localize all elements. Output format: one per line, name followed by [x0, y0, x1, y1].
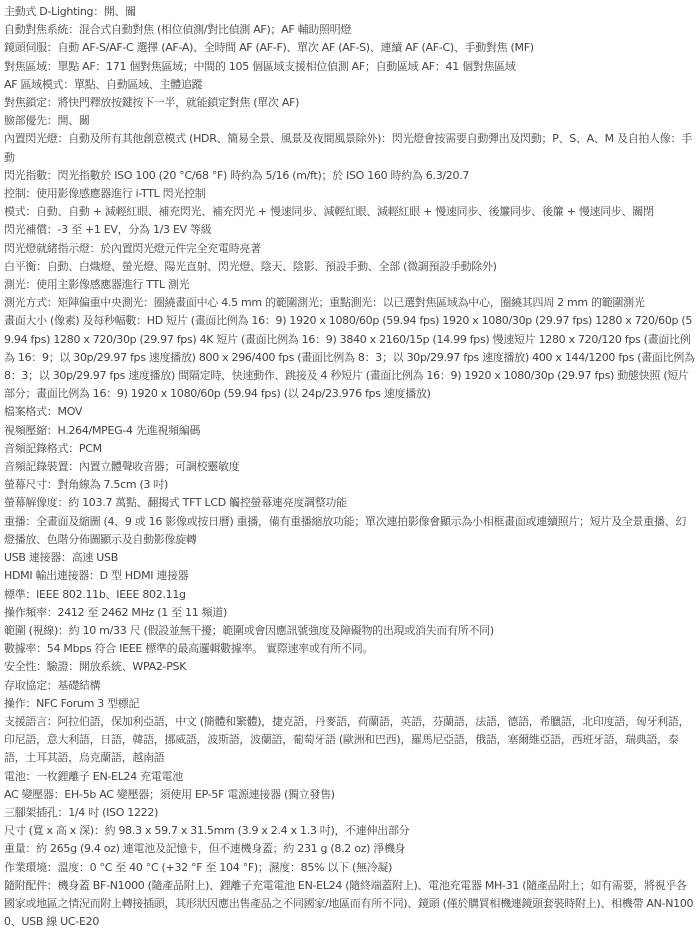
- spec-line: 音頻記錄格式：PCM: [4, 441, 102, 455]
- spec-line: 測光：使用主影像感應器進行 TTL 測光: [4, 278, 190, 292]
- spec-line: 數據率：54 Mbps 符合 IEEE 標準的最高邏輯數據率。 實際速率或有所不同。: [4, 642, 374, 656]
- spec-line: 支援語言：阿拉伯語，保加利亞語，中文 (簡體和繁體)，捷克語，丹麥語，荷蘭語，英語，芬蘭語，法語，德語，希臘語，北印度語，匈牙利語，印尼語，意大利語，日語，韓語，挪威語，波斯語，波蘭語，葡萄牙語 (歐洲和巴西)，羅馬尼亞語，俄語，塞爾維亞語，西班牙語，瑞典語，泰語，土耳其語，烏克蘭語，越南語: [4, 714, 690, 765]
- spec-line: 主動式 D-Lighting：開、關: [4, 5, 136, 18]
- spec-line: 自動對焦系統：混合式自動對焦 (相位偵測/對比偵測 AF)；AF 輔助照明燈: [4, 23, 352, 37]
- spec-line: 三腳架插孔：1/4 吋 (ISO 1222): [4, 805, 159, 819]
- spec-line: 視頻壓縮：H.264/MPEG-4 先進視頻編碼: [4, 423, 201, 437]
- spec-line: 隨附配件：機身蓋 BF-N1000 (隨產品附上)、鋰離子充電電池 EN-EL24 (隨終端蓋附上)、電池充電器 MH-31 (隨產品附上；如有需要，將視乎各國家或地區之情況而附上轉接插頭，其形狀因應出售產品之不同國家/地區而有所不同)、鏡頭 (僅於購買相機連鏡頭套裝時附上)、相機帶 AN-N1000、USB 線 UC-E20: [4, 878, 694, 929]
- spec-line: 螢幕尺寸：對角線為 7.5cm (3 吋): [4, 478, 169, 492]
- spec-line: 對焦鎖定：將快門釋放按鍵按下一半，就能鎖定對焦 (單次 AF): [4, 96, 300, 110]
- spec-line: 對焦區域：單點 AF：171 個對焦區域；中間的 105 個區域支援相位偵測 AF；自動區域 AF：41 個對焦區域: [4, 59, 516, 73]
- spec-line: 重量：約 265g (9.4 oz) 連電池及記憶卡，但不連機身蓋；約 231 g (8.2 oz) 淨機身: [4, 842, 406, 856]
- spec-line: AC 變壓器：EH-5b AC 變壓器；須使用 EP-5F 電源連接器 (獨立發售): [4, 787, 335, 801]
- spec-line: 作業環境：溫度：0 °C 至 40 °C (+32 °F 至 104 °F)；濕度：85% 以下 (無冷凝): [4, 860, 393, 874]
- spec-line: 重播：全畫面及縮圖 (4、9 或 16 影像或按日曆) 重播，備有重播縮放功能；單次連拍影像會顯示為小相框畫面或連續照片；短片及全景重播、幻燈播放、色階分佈圖顯示及自動影像旋轉: [4, 514, 687, 546]
- spec-line: 閃光補償：-3 至 +1 EV，分為 1/3 EV 等級: [4, 223, 212, 237]
- spec-line: 測光方式：矩陣偏重中央測光：圈繞畫面中心 4.5 mm 的範圍測光；重點測光：以已選對焦區域為中心，圈繞其四周 2 mm 的範圍測光: [4, 296, 645, 310]
- spec-line: AF 區域模式：單點、自動區域、主體追蹤: [4, 77, 203, 91]
- spec-line: USB 連接器：高速 USB: [4, 551, 118, 565]
- spec-line: 操作頻率：2412 至 2462 MHz (1 至 11 頻道): [4, 605, 227, 619]
- spec-line: 範圍 (視線)：約 10 m/33 尺 (假設並無干擾；範圍或會因應訊號強度及障礙物的出現或消失而有所不同): [4, 623, 494, 637]
- spec-line: 螢幕解像度：約 103.7 萬點、翻揭式 TFT LCD 觸控螢幕連亮度調整功能: [4, 496, 347, 510]
- spec-line: 內置閃光燈：自動及所有其他創意模式 (HDR、簡易全景、風景及夜間風景除外)：閃光燈會按需要自動彈出及閃動；P、S、A、M 及自拍人像：手動: [4, 132, 692, 164]
- spec-line: 存取協定：基礎結構: [4, 678, 101, 692]
- spec-line: 白平衡：自動、白熾燈、螢光燈、陽光直射、閃光燈、陰天、陰影、預設手動、全部 (微調預設手動除外): [4, 259, 497, 273]
- spec-line: 閃光燈就緒指示燈：於內置閃光燈元件完全充電時亮著: [4, 241, 261, 255]
- spec-line: 電池：一枚鋰離子 EN-EL24 充電電池: [4, 769, 183, 783]
- spec-line: 檔案格式：MOV: [4, 405, 83, 419]
- spec-line: 閃光指數：閃光指數於 ISO 100 (20 °C/68 °F) 時約為 5/16 (m/ft)；於 ISO 160 時約為 6.3/20.7: [4, 168, 470, 182]
- spec-line: 操作：NFC Forum 3 型標記: [4, 696, 140, 710]
- spec-line: 控制：使用影像感應器進行 i-TTL 閃光控制: [4, 187, 206, 201]
- spec-line: 臉部優先：開、關: [4, 114, 90, 128]
- spec-line: 畫面大小 (像素) 及每秒幅數：HD 短片 (畫面比例為 16：9) 1920 x 1080/60p (59.94 fps) 1920 x 1080/30p (29.97 fps) 1280 x 720/60p (59.94 fps) 1280 x 720/30p (29.97 fps) 4K 短片 (畫面比例為 16：9) 3840 x 2160/15p (14.99 fps) 慢速短片 1280 x 720/120 fps (畫面比例為 16：9；以 30p/29.97 fps 速度播放) 800 x 296/400 fps (畫面比例為 8：3；以 30p/29.97 fps 速度播放) 400 x 144/1200 fps (畫面比例為 8：3；以 30p/29.97 fps 速度播放) 間隔定時、快速動作、跳接及 4 秒短片 (畫面比例為 16：9) 1920 x 1080/30p (29.97 fps) 動態快照 (短片部分；畫面比例為 16：9) 1920 x 1080/60p (59.94 fps) (以 24p/23.976 fps 速度播放): [4, 314, 695, 401]
- spec-line: HDMI 輸出連接器：D 型 HDMI 連接器: [4, 569, 189, 583]
- spec-line: 音頻記錄裝置：內置立體聲收音器；可調校靈敏度: [4, 460, 240, 474]
- spec-line: 鏡頭伺服：自動 AF-S/AF-C 選擇 (AF-A)、全時間 AF (AF-F)、單次 AF (AF-S)、連續 AF (AF-C)、手動對焦 (MF): [4, 41, 534, 55]
- spec-line: 模式：自動、自動 + 減輕紅眼、補充閃光、補充閃光 + 慢速同步、減輕紅眼、減輕紅眼 + 慢速同步、後簾同步、後簾 + 慢速同步、關閉: [4, 205, 654, 219]
- spec-line: 安全性：驗證：開放系統、WPA2-PSK: [4, 660, 187, 674]
- spec-line: 標準：IEEE 802.11b、IEEE 802.11g: [4, 587, 186, 601]
- spec-line: 尺寸 (寬 x 高 x 深)：約 98.3 x 59.7 x 31.5mm (3.9 x 2.4 x 1.3 吋)，不連伸出部分: [4, 824, 410, 838]
